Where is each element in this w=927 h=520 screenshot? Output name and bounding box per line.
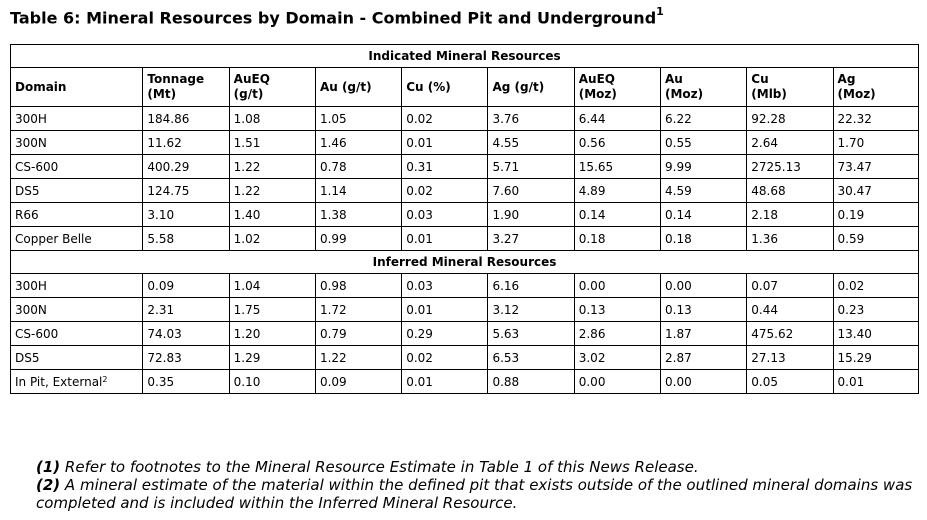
value-cell: 0.07: [747, 274, 833, 298]
value-cell: 1.29: [229, 346, 315, 370]
value-cell: 0.13: [661, 298, 747, 322]
column-header-line2: (Moz): [837, 87, 876, 101]
value-cell: 3.02: [574, 346, 660, 370]
column-header-line1: AuEQ: [233, 72, 270, 86]
column-header-line1: Cu (%): [406, 79, 451, 94]
value-cell: 1.04: [229, 274, 315, 298]
value-cell: 0.01: [402, 131, 488, 155]
domain-cell: [11, 179, 143, 203]
value-cell: 2.31: [143, 298, 229, 322]
value-cell: 0.14: [661, 203, 747, 227]
value-cell: 0.56: [574, 131, 660, 155]
value-cell: 1.75: [229, 298, 315, 322]
column-header: [574, 68, 660, 107]
domain-name: In Pit, External: [15, 374, 103, 389]
value-cell: 0.13: [574, 298, 660, 322]
value-cell: 72.83: [143, 346, 229, 370]
value-cell: 0.35: [143, 370, 229, 394]
value-cell: 0.03: [402, 203, 488, 227]
value-cell: 73.47: [833, 155, 918, 179]
domain-name: 300N: [15, 135, 47, 150]
column-header: [229, 68, 315, 107]
domain-cell: [11, 155, 143, 179]
column-header: [833, 68, 918, 107]
column-header: [143, 68, 229, 107]
value-cell: 22.32: [833, 107, 918, 131]
mineral-resources-table: [10, 44, 919, 394]
column-header-line2: (Mlb): [751, 87, 787, 101]
domain-cell: [11, 227, 143, 251]
table-body: [11, 45, 919, 394]
value-cell: 1.22: [229, 179, 315, 203]
value-cell: 1.36: [747, 227, 833, 251]
value-cell: 0.02: [402, 346, 488, 370]
value-cell: 5.58: [143, 227, 229, 251]
value-cell: 0.29: [402, 322, 488, 346]
domain-cell: [11, 274, 143, 298]
value-cell: 0.00: [574, 370, 660, 394]
value-cell: 6.22: [661, 107, 747, 131]
value-cell: 0.00: [574, 274, 660, 298]
value-cell: 0.31: [402, 155, 488, 179]
domain-cell: [11, 298, 143, 322]
value-cell: 2725.13: [747, 155, 833, 179]
domain-cell: [11, 322, 143, 346]
table-row: [11, 227, 919, 251]
value-cell: 27.13: [747, 346, 833, 370]
value-cell: 1.40: [229, 203, 315, 227]
column-header-line1: Cu: [751, 72, 769, 86]
value-cell: 4.55: [488, 131, 574, 155]
value-cell: 5.63: [488, 322, 574, 346]
column-header-line1: Tonnage: [147, 72, 205, 86]
value-cell: 1.22: [315, 346, 401, 370]
value-cell: 92.28: [747, 107, 833, 131]
footnote-text: Refer to footnotes to the Mineral Resource Estimate in Table 1 of this News Release.: [60, 458, 699, 476]
value-cell: 1.90: [488, 203, 574, 227]
value-cell: 5.71: [488, 155, 574, 179]
value-cell: 15.65: [574, 155, 660, 179]
value-cell: 1.14: [315, 179, 401, 203]
column-header: [315, 68, 401, 107]
value-cell: 0.18: [661, 227, 747, 251]
value-cell: 0.55: [661, 131, 747, 155]
value-cell: 48.68: [747, 179, 833, 203]
domain-cell: [11, 370, 143, 394]
value-cell: 1.20: [229, 322, 315, 346]
value-cell: 1.72: [315, 298, 401, 322]
value-cell: 3.12: [488, 298, 574, 322]
table-row: [11, 370, 919, 394]
value-cell: 0.59: [833, 227, 918, 251]
value-cell: 74.03: [143, 322, 229, 346]
value-cell: 184.86: [143, 107, 229, 131]
footnote-2: [36, 476, 927, 512]
table-title-text: Table 6: Mineral Resources by Domain - Combined Pit and Underground: [10, 8, 657, 28]
table-row: [11, 298, 919, 322]
column-header-line1: Au (g/t): [319, 79, 372, 94]
value-cell: 0.44: [747, 298, 833, 322]
value-cell: 0.79: [315, 322, 401, 346]
value-cell: 1.22: [229, 155, 315, 179]
value-cell: 0.01: [402, 227, 488, 251]
section-header-row: [11, 251, 919, 274]
value-cell: 2.87: [661, 346, 747, 370]
domain-name: R66: [15, 207, 39, 222]
value-cell: 0.00: [661, 274, 747, 298]
footnote-marker: (2): [36, 476, 61, 494]
domain-name: DS5: [15, 183, 40, 198]
table-row: [11, 179, 919, 203]
column-header: [402, 68, 488, 107]
domain-cell: [11, 203, 143, 227]
value-cell: 3.10: [143, 203, 229, 227]
domain-name: 300H: [15, 111, 47, 126]
footnotes: [36, 458, 927, 512]
value-cell: 0.88: [488, 370, 574, 394]
value-cell: 4.89: [574, 179, 660, 203]
domain-name: 300N: [15, 302, 47, 317]
domain-cell: [11, 346, 143, 370]
value-cell: 0.01: [402, 298, 488, 322]
table-row: [11, 322, 919, 346]
column-header: [747, 68, 833, 107]
value-cell: 1.38: [315, 203, 401, 227]
value-cell: 0.19: [833, 203, 918, 227]
footnote-marker: (1): [36, 458, 61, 476]
value-cell: 1.02: [229, 227, 315, 251]
value-cell: 6.16: [488, 274, 574, 298]
value-cell: 1.05: [315, 107, 401, 131]
table-row: [11, 203, 919, 227]
value-cell: 0.02: [833, 274, 918, 298]
column-header-line2: (g/t): [233, 87, 264, 101]
value-cell: 6.53: [488, 346, 574, 370]
value-cell: 11.62: [143, 131, 229, 155]
column-header: [11, 68, 143, 107]
value-cell: 0.10: [229, 370, 315, 394]
table-row: [11, 346, 919, 370]
value-cell: 475.62: [747, 322, 833, 346]
value-cell: 0.02: [402, 107, 488, 131]
value-cell: 124.75: [143, 179, 229, 203]
value-cell: 0.09: [143, 274, 229, 298]
domain-name: DS5: [15, 350, 40, 365]
value-cell: 400.29: [143, 155, 229, 179]
domain-name: CS-600: [15, 159, 59, 174]
value-cell: 0.98: [315, 274, 401, 298]
table-row: [11, 131, 919, 155]
value-cell: 1.51: [229, 131, 315, 155]
value-cell: 30.47: [833, 179, 918, 203]
value-cell: 0.05: [747, 370, 833, 394]
value-cell: 0.02: [402, 179, 488, 203]
column-header-line2: (Moz): [665, 87, 704, 101]
value-cell: 7.60: [488, 179, 574, 203]
column-header-line1: AuEQ: [578, 72, 615, 86]
value-cell: 2.18: [747, 203, 833, 227]
section-header-row: [11, 45, 919, 68]
domain-name: Copper Belle: [15, 231, 92, 246]
table-row: [11, 155, 919, 179]
value-cell: 6.44: [574, 107, 660, 131]
column-header-line1: Ag (g/t): [492, 79, 545, 94]
domain-name: 300H: [15, 278, 47, 293]
value-cell: 3.76: [488, 107, 574, 131]
value-cell: 2.64: [747, 131, 833, 155]
section-label: Indicated Mineral Resources: [11, 45, 919, 68]
value-cell: 0.78: [315, 155, 401, 179]
column-header: [661, 68, 747, 107]
value-cell: 0.99: [315, 227, 401, 251]
domain-cell: [11, 131, 143, 155]
footnote-text: A mineral estimate of the material within the defined pit that exists outside of the outlined mineral domains was completed and is included within the Inferred Mineral Resource.: [36, 476, 913, 512]
table-title: [10, 7, 664, 27]
column-header-line2: (Moz): [578, 87, 617, 101]
value-cell: 4.59: [661, 179, 747, 203]
column-header-line1: Au: [665, 72, 683, 86]
column-header-row: [11, 68, 919, 107]
value-cell: 0.18: [574, 227, 660, 251]
value-cell: 9.99: [661, 155, 747, 179]
table-row: [11, 274, 919, 298]
value-cell: 15.29: [833, 346, 918, 370]
value-cell: 1.46: [315, 131, 401, 155]
footnote-1: [36, 458, 927, 476]
domain-name: CS-600: [15, 326, 59, 341]
value-cell: 0.23: [833, 298, 918, 322]
value-cell: 0.00: [661, 370, 747, 394]
column-header: [488, 68, 574, 107]
domain-footnote-marker: 2: [102, 374, 108, 384]
value-cell: 0.03: [402, 274, 488, 298]
value-cell: 0.09: [315, 370, 401, 394]
value-cell: 0.01: [402, 370, 488, 394]
value-cell: 1.87: [661, 322, 747, 346]
section-label: Inferred Mineral Resources: [11, 251, 919, 274]
value-cell: 0.14: [574, 203, 660, 227]
column-header-line1: Ag: [837, 72, 856, 86]
value-cell: 2.86: [574, 322, 660, 346]
domain-cell: [11, 107, 143, 131]
column-header-line1: Domain: [15, 79, 67, 94]
table-row: [11, 107, 919, 131]
table-title-footnote-marker: 1: [656, 5, 664, 18]
column-header-line2: (Mt): [147, 87, 177, 101]
value-cell: 0.01: [833, 370, 918, 394]
value-cell: 13.40: [833, 322, 918, 346]
value-cell: 1.08: [229, 107, 315, 131]
value-cell: 1.70: [833, 131, 918, 155]
value-cell: 3.27: [488, 227, 574, 251]
